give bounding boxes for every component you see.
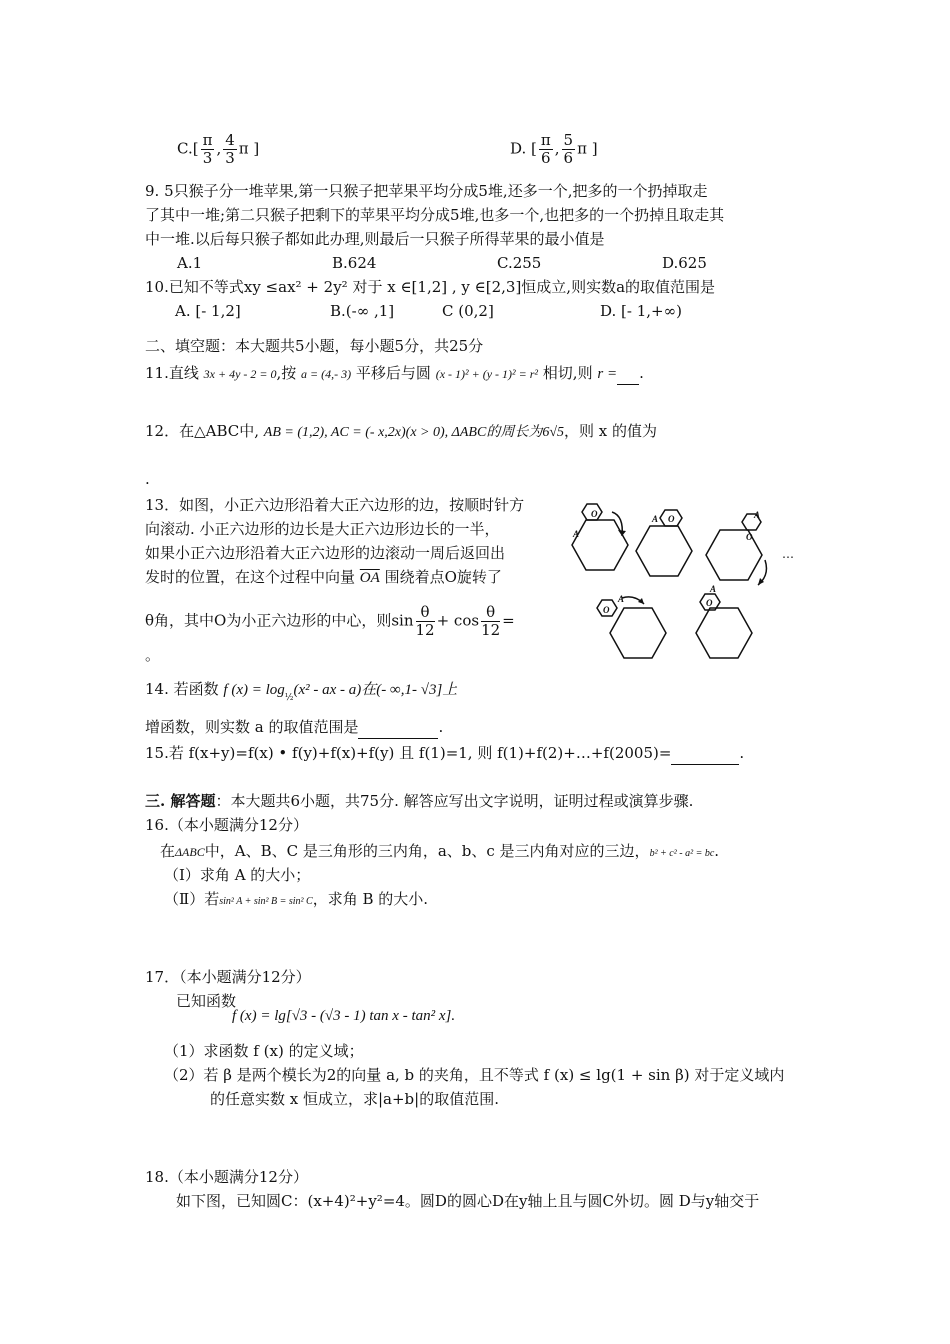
- q17-part2a: （2）若 β 是两个模长为2的向量 a, b 的夹角，且不等式 f (x) ≤ lg(1 + sin β) 对于定义域内: [164, 1066, 785, 1084]
- q13-vector-oa: $\overline{OA}$: [359, 570, 380, 586]
- q16-line1: [160, 840, 719, 865]
- q13-frac2: $\frac{\theta}{12}$: [481, 603, 501, 639]
- big-hexagon-2: [636, 526, 692, 576]
- q13-end: 。: [145, 646, 161, 664]
- q13-line4-tail: 围绕着点O旋转了: [384, 568, 502, 586]
- q14-text1: 14. 若函数: [145, 680, 219, 698]
- q16-text1: 在: [160, 842, 176, 860]
- q18-line1: 如下图，已知圆C：(x+4)²+y²=4。圆D的圆心D在y轴上且与圆C外切。圆 D与y轴交于: [176, 1192, 760, 1210]
- section3-header: [145, 790, 693, 812]
- q9-line2: 了其中一堆;第二只猴子把剩下的苹果平均分成5堆,也多一个,也把多的一个扔掉且取走其: [145, 206, 725, 224]
- big-hexagon-4: [610, 608, 666, 658]
- q8-c-frac1: $\frac{\pi}{3}$: [202, 131, 213, 167]
- q8-d-frac2: $\frac{5}{6}$: [563, 131, 574, 167]
- q12-end: .: [145, 470, 150, 488]
- q18-head: 18.（本小题满分12分）: [145, 1168, 308, 1186]
- q17-head: 17．（本小题满分12分）: [145, 968, 311, 986]
- q11-text3: 平移后与圆: [355, 364, 431, 382]
- q12-text1: 12．在△ABC中,: [145, 422, 260, 440]
- fig4-label-a: A: [618, 594, 625, 604]
- q14-line1: [145, 678, 457, 709]
- q11-vector: a = (4,- 3): [301, 367, 352, 381]
- big-hexagon-5: [696, 608, 752, 658]
- q8-c-frac2: $\frac{4}{3}$: [225, 131, 235, 167]
- q16-part2-text: （Ⅱ）若: [164, 890, 220, 908]
- q14-end: .: [438, 718, 444, 736]
- q17-part1: （1）求函数 f (x) 的定义域；: [164, 1042, 364, 1060]
- big-hexagon-1: [572, 520, 628, 570]
- q10-option-b: B.(-∞ ,1]: [330, 302, 395, 320]
- q11-r: r =: [597, 366, 618, 382]
- fig2-label-a: A: [652, 514, 659, 524]
- q8-d-tail: π ]: [577, 139, 598, 158]
- q11-text4: 相切,则: [542, 364, 593, 382]
- section3-title: 三. 解答题: [145, 792, 216, 810]
- q16-part1: （Ⅰ）求角 A 的大小；: [164, 866, 311, 884]
- q8-option-d: [510, 132, 598, 167]
- q11-text1: 11.直线: [145, 364, 199, 382]
- section3-rest: ：本大题共6小题，共75分. 解答应写出文字说明，证明过程或演算步骤.: [215, 792, 694, 810]
- q10-option-c: C (0,2]: [442, 302, 494, 320]
- q8-d-comma: ,: [554, 139, 560, 158]
- q13-line2: 向滚动. 小正六边形的边长是大正六边形边长的一半，: [145, 520, 500, 538]
- q12-text2: ，则 x 的值为: [564, 422, 657, 440]
- fig4-label-o: O: [603, 605, 610, 615]
- q17-part2b: 的任意实数 x 恒成立，求|a+b|的取值范围.: [210, 1090, 499, 1108]
- fig5-label-a: A: [710, 584, 717, 594]
- q17-line1: 已知函数: [176, 992, 237, 1010]
- q15-end: .: [739, 744, 745, 762]
- q9-option-b: B.624: [332, 254, 377, 272]
- q14-log: f (x) = log: [223, 682, 285, 698]
- fig-ellipsis: …: [782, 547, 794, 561]
- q9-line1: 9. 5只猴子分一堆苹果,第一只猴子把苹果平均分成5堆,还多一个,把多的一个扔掉取走: [145, 182, 708, 200]
- q10-option-d: D. [- 1,+∞): [600, 302, 682, 320]
- q10-option-a: A. [- 1,2]: [175, 302, 241, 320]
- fig2-label-o: O: [668, 514, 675, 524]
- q11-end: .: [639, 364, 644, 382]
- q15-text: 15.若 f(x+y)=f(x) • f(y)+f(x)+f(y) 且 f(1)=1, 则 f(1)+f(2)+…+f(2005)=: [145, 744, 672, 762]
- q13-line5-text: θ角，其中O为小正六边形的中心，则sin: [145, 611, 414, 630]
- q13-line5: [145, 604, 515, 639]
- q14-line2: [145, 716, 443, 739]
- q9-line3: 中一堆.以后每只猴子都如此办理,则最后一只猴子所得苹果的最小值是: [145, 230, 605, 248]
- section2-title: 二、填空题：本大题共5小题，每小题5分，共25分: [145, 337, 484, 355]
- q8-d-frac1: $\frac{\pi}{6}$: [540, 131, 551, 167]
- q16-dot: .: [714, 842, 720, 860]
- q14-log-base: ½: [284, 693, 294, 703]
- q13-line1: 13．如图，小正六边形沿着大正六边形的边，按顺时针方: [145, 496, 525, 514]
- q11-text2: ,按: [276, 364, 297, 382]
- q13-frac1: $\frac{\theta}{12}$: [415, 603, 435, 639]
- q9-option-d: D.625: [662, 254, 707, 272]
- big-hexagon-3: [706, 530, 762, 580]
- q16-part2-tail: ，求角 B 的大小.: [312, 890, 429, 908]
- q17-formula: [232, 1004, 455, 1027]
- q13-line4: [145, 566, 502, 589]
- q15-line: [145, 742, 744, 765]
- q16-part2: [164, 888, 428, 913]
- q16-triangle: ΔABC: [175, 845, 205, 859]
- q16-part2-formula: sin² A + sin² B = sin² C: [219, 896, 313, 907]
- q17-function: f (x) = lg[√3 - (√3 - 1) tan x - tan² x].: [232, 1008, 456, 1024]
- q9-option-a: A.1: [177, 254, 203, 272]
- q15-answer-blank[interactable]: [671, 742, 739, 765]
- q8-c-comma: ,: [216, 139, 222, 158]
- q11-answer-blank[interactable]: [617, 362, 639, 385]
- q13-plus-cos: + cos: [436, 611, 480, 630]
- fig3-label-o: O: [746, 532, 753, 542]
- q12-line: [145, 420, 657, 444]
- q13-line4-text: 发时的位置，在这个过程中向量: [145, 568, 356, 586]
- fig5-label-o: O: [706, 598, 713, 608]
- q8-c-label: C.: [177, 139, 193, 158]
- q8-option-c: [177, 132, 259, 167]
- q16-text2: 中，A、B、C 是三角形的三内角，a、b、c 是三内角对应的三边，: [204, 842, 650, 860]
- q9-option-c: C.255: [497, 254, 542, 272]
- q16-head: 16.（本小题满分12分）: [145, 816, 308, 834]
- q12-formula: AB = (1,2), AC = (- x,2x)(x > 0), ΔABC的周长为6√5: [263, 425, 564, 440]
- q13-hexagon-figure: [560, 490, 800, 675]
- q8-d-label: D. [: [510, 139, 537, 158]
- q13-eq: =: [502, 611, 515, 630]
- q13-line3: 如果小正六边形沿着大正六边形的边滚动一周后返回出: [145, 544, 506, 562]
- q8-c-open: [: [192, 139, 199, 158]
- q10-stem: 10.已知不等式xy ≤ax² + 2y² 对于 x ∈[1,2] , y ∈[2,3]恒成立,则实数a的取值范围是: [145, 278, 716, 296]
- q11-line: [145, 362, 644, 385]
- q14-answer-blank[interactable]: [358, 716, 438, 739]
- q16-condition: b² + c² - a² = bc: [649, 848, 715, 859]
- q14-formula: (x² - ax - a)在(- ∞,1- √3]上: [293, 682, 458, 698]
- q14-line2-text: 增函数，则实数 a 的取值范围是: [145, 718, 359, 736]
- fig1-label-o: O: [591, 509, 598, 519]
- q11-line-equation: 3x + 4y - 2 = 0: [203, 367, 277, 381]
- q8-c-tail: π ]: [238, 139, 260, 158]
- q11-circle-equation: (x - 1)² + (y - 1)² = r²: [435, 367, 539, 381]
- fig3-label-a: A: [754, 510, 761, 520]
- fig1-label-a: A: [573, 529, 580, 539]
